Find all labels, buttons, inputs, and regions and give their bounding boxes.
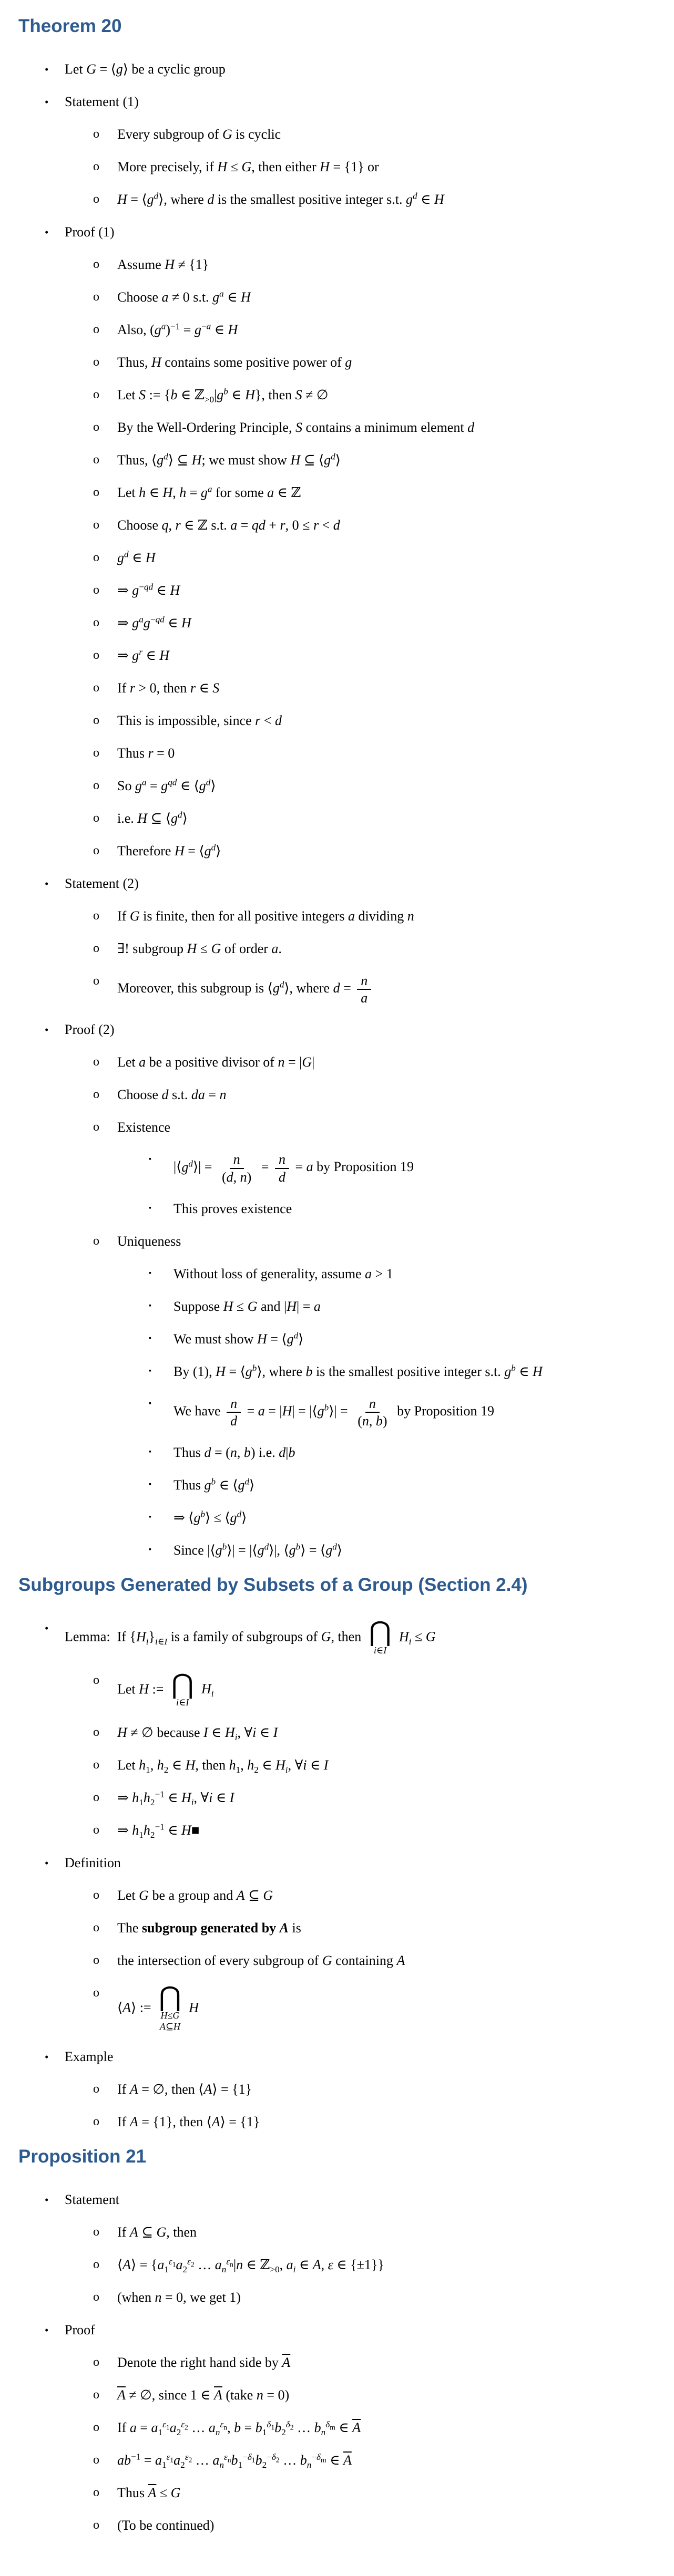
list-item (0, 875, 658, 892)
bullet-icon: o (93, 2453, 99, 2467)
list-item-text: Let S := {b ∈ $ℤ_{>0}|g^b$ ∈ H}, then S ≠ ∅ (117, 386, 329, 405)
bullet-icon: o (93, 2388, 99, 2402)
list-item-text: i.e. H ⊆ $⟨g^d⟩$ (117, 810, 188, 826)
bullet-icon: • (45, 1023, 49, 1037)
list-item-text: Let H := ⋂ i∈I $H_i$ (117, 1668, 214, 1708)
list-item-text: Proof (2) (65, 1022, 115, 1038)
list-item-text: Therefore $H = ⟨g^d⟩$ (117, 842, 221, 859)
list-item-text: ⇒ $h_1h_2^{-1}$ ∈ $H_i$, ∀i ∈ I (117, 1789, 234, 1808)
bullet-icon: o (93, 1725, 99, 1739)
list-item-text: ⟨A⟩ := ⋂ H≤G A⊆H H (117, 1981, 199, 2032)
list-item (0, 1855, 658, 1871)
list-item (0, 712, 658, 729)
list-item-text: Denote the right hand side by $\overline{A}$ (117, 2355, 291, 2371)
bullet-icon: o (93, 453, 99, 467)
list-item-text: If A = {1}, then ⟨A⟩ = {1} (117, 2114, 260, 2130)
list-item-text: ⇒ $g^ag^{-qd}$ ∈ H (117, 614, 191, 631)
bullet-icon: o (93, 713, 99, 728)
list-item (0, 810, 658, 827)
list-item-text: ∃! subgroup H ≤ G of order a. (117, 941, 282, 957)
list-item-text: ⇒ $g^r$ ∈ H (117, 647, 170, 664)
list-item-text: Also, $(g^a)^{-1} = g^{-a}$ ∈ H (117, 321, 238, 338)
list-item-text: Choose d s.t. da = n (117, 1087, 227, 1103)
list-item (0, 2224, 658, 2241)
list-item-text: ⟨A⟩ = {$a_1^{\varepsilon_1}a_2^{\varepsilon_2}$ … $a_n^{\varepsilon_n}|n$ ∈ ℤ$_{>0}$, $a_i$ ∈ A, ε ∈ {±1}} (117, 2256, 384, 2275)
list-item-text: By (1), $H = ⟨g^b⟩$, where b is the smallest positive integer s.t. $g^b$ ∈ H (173, 1363, 543, 1379)
list-item (0, 1054, 658, 1071)
bullet-icon: o (93, 1234, 99, 1248)
list-item-text: ⇒ $g^{-qd}$ ∈ H (117, 582, 180, 598)
list-item-text: Every subgroup of G is cyclic (117, 127, 281, 142)
list-item (0, 1444, 658, 1461)
list-item (0, 843, 658, 860)
bullet-icon: o (93, 2290, 99, 2304)
bullet-icon: ▪ (149, 1334, 151, 1342)
list-item (0, 2354, 658, 2371)
list-item (0, 680, 658, 697)
bullet-icon: o (93, 746, 99, 760)
list-item-text: By the Well-Ordering Principle, S contains a minimum element d (117, 420, 475, 436)
list-item (0, 1757, 658, 1774)
list-item (0, 1952, 658, 1969)
list-item-text: Let G be a group and A ⊆ G (117, 1888, 273, 1903)
list-item (0, 778, 658, 794)
bullet-icon: o (93, 2486, 99, 2500)
bullet-icon: o (93, 2355, 99, 2370)
list-item (0, 2387, 658, 2404)
list-item (0, 387, 658, 404)
list-item-text: ⇒ $⟨g^b⟩$ ≤ $⟨g^d⟩$ (173, 1509, 247, 1525)
list-item-text: Statement (65, 2192, 119, 2208)
list-item-text: We have $\frac{n}{d}$ = $a = |H| = |⟨g^b⟩|$ = $\frac{n}{(n, b)}$ by Proposition 19 (173, 1395, 494, 1429)
bullet-icon: o (93, 681, 99, 695)
list-item (0, 1920, 658, 1937)
list-item (0, 2485, 658, 2501)
list-item-text: Proof (1) (65, 224, 115, 240)
bullet-icon: ▪ (149, 1269, 151, 1277)
list-item-text: Thus $\overline{A} \le G$ (117, 2485, 181, 2501)
list-item-text: If $a = a_1^{\varepsilon_1}a_2^{\varepsilon_2}$ … $a_n^{\varepsilon_n}$, $b = b_1^{\delta_1}b_2^{\delta_2}$ … $b_n^{\delta_m}$ ∈ $\overline{A}$ (117, 2419, 361, 2438)
list-item (0, 973, 658, 1006)
bullet-icon: o (93, 1921, 99, 1934)
section-heading: Proposition 21 (18, 2146, 147, 2167)
bullet-icon: o (93, 2225, 99, 2239)
list-item (0, 2257, 658, 2273)
list-item-text: Choose a ≠ 0 s.t. $g^a$ ∈ H (117, 288, 251, 305)
list-item-text: Choose q, r ∈ ℤ s.t. a = qd + r, 0 ≤ r < d (117, 518, 340, 533)
list-item-text: The subgroup generated by A is (117, 1920, 301, 1936)
bullet-icon: ▪ (149, 1399, 151, 1408)
bullet-icon: o (93, 485, 99, 500)
list-item-text: Assume H ≠ {1} (117, 257, 209, 273)
list-item-text: If A = ∅, then ⟨A⟩ = {1} (117, 2082, 252, 2097)
list-item (0, 1266, 658, 1282)
list-item-text: $\overline{A}$ ≠ ∅, since 1 ∈ $\overline{A}$ (take n = 0) (117, 2387, 290, 2403)
bullet-icon: o (93, 355, 99, 369)
list-item (0, 1021, 658, 1038)
list-item-text: If A ⊆ G, then (117, 2225, 197, 2240)
section-heading: Subgroups Generated by Subsets of a Group (Section 2.4) (18, 1574, 528, 1595)
bullet-icon: o (93, 290, 99, 304)
list-item (0, 1477, 658, 1494)
list-item (0, 2049, 658, 2065)
bullet-icon: • (45, 1857, 49, 1869)
list-item (0, 1201, 658, 1217)
list-item (0, 550, 658, 566)
bullet-icon: o (93, 388, 99, 402)
bullet-icon: ▪ (149, 1447, 151, 1456)
list-item (0, 1616, 658, 1656)
list-item-text: (when n = 0, we get 1) (117, 2290, 241, 2305)
bullet-icon: • (45, 2051, 49, 2064)
list-item (0, 2452, 658, 2469)
list-item (0, 1363, 658, 1380)
list-item-text: Uniqueness (117, 1233, 181, 1249)
list-item-text: Let G = ⟨g⟩ be a cyclic group (65, 61, 226, 77)
list-item (0, 484, 658, 501)
list-item-text: Without loss of generality, assume a > 1 (173, 1266, 393, 1281)
list-item-text: Thus r = 0 (117, 746, 175, 761)
bullet-icon: o (93, 1120, 99, 1134)
list-item-text: So $g^a = g^{qd}$ ∈ $⟨g^d⟩$ (117, 777, 216, 794)
bullet-icon: • (45, 1622, 49, 1635)
bullet-icon: o (93, 2258, 99, 2272)
list-item-text: $|⟨g^d⟩|$ = $\frac{n}{(d, n)}$ = $\frac{n}{d}$ = a by Proposition 19 (173, 1152, 414, 1185)
list-item (0, 322, 658, 338)
bullet-icon: o (93, 1088, 99, 1102)
list-item (0, 1509, 658, 1526)
list-item (0, 61, 658, 78)
list-item (0, 94, 658, 110)
list-item-text: ⇒ $h_1h_2^{-1}$ ∈ H■ (117, 1822, 200, 1840)
bullet-icon: o (93, 518, 99, 532)
list-item (0, 1152, 658, 1184)
list-item (0, 745, 658, 762)
list-item-text: Thus, $⟨g^d⟩$ ⊆ H; we must show H ⊆ $⟨g^d⟩$ (117, 451, 341, 468)
list-item-text: Suppose H ≤ G and |H| = a (173, 1298, 321, 1314)
list-item (0, 1668, 658, 1709)
bullet-icon: o (93, 323, 99, 337)
bullet-icon: o (93, 127, 99, 141)
list-item (0, 1724, 658, 1741)
list-item (0, 1331, 658, 1348)
list-item (0, 940, 658, 957)
list-item-text: $H = ⟨g^d⟩$, where d is the smallest positive integer s.t. $g^d$ ∈ H (117, 191, 444, 208)
bullet-icon: ▪ (149, 1204, 151, 1212)
list-item-text: Since $|⟨g^b⟩|$ = $|⟨g^d⟩|$, $⟨g^b⟩$ = $⟨g^d⟩$ (173, 1542, 342, 1558)
list-item (0, 224, 658, 241)
list-item-text: If G is finite, then for all positive integers a dividing n (117, 908, 414, 924)
bullet-icon: ▪ (149, 1545, 151, 1554)
bullet-icon: o (93, 551, 99, 565)
list-item (0, 1396, 658, 1429)
list-item-text: Thus $g^b$ ∈ $⟨g^d⟩$ (173, 1476, 255, 1493)
bullet-icon: o (93, 1055, 99, 1069)
list-item (0, 1822, 658, 1839)
list-item-text: Statement (2) (65, 876, 139, 892)
list-item-text: Let h ∈ H, $h = g^a$ for some a ∈ ℤ (117, 484, 301, 501)
bullet-icon: o (93, 1823, 99, 1837)
list-item (0, 1087, 658, 1103)
list-item-text: Let $h_1$, $h_2$ ∈ H, then $h_1$, $h_2$ ∈ $H_i$, ∀i ∈ I (117, 1757, 329, 1775)
list-item (0, 517, 658, 534)
list-item (0, 289, 658, 306)
list-item (0, 354, 658, 371)
list-item (0, 1542, 658, 1559)
list-item-text: $g^d$ ∈ H (117, 549, 156, 566)
list-item-text: Lemma: If $\{H_i\}_{i\in I}$ is a family of subgroups of G, then ⋂ i∈I $H_i \le G$ (65, 1616, 436, 1656)
list-item-text: Statement (1) (65, 94, 139, 110)
list-item-text: H ≠ ∅ because I ∈ $H_i$, ∀i ∈ I (117, 1725, 278, 1743)
bullet-icon: • (45, 96, 49, 109)
bullet-icon: o (93, 257, 99, 272)
bullet-icon: o (93, 1673, 99, 1687)
list-item (0, 615, 658, 632)
bullet-icon: • (45, 226, 49, 239)
bullet-icon: o (93, 616, 99, 630)
bullet-icon: • (45, 877, 49, 891)
bullet-icon: o (93, 974, 99, 988)
list-item-text: We must show $H = ⟨g^d⟩$ (173, 1330, 304, 1347)
bullet-icon: o (93, 2420, 99, 2435)
bullet-icon: • (45, 2324, 49, 2337)
bullet-icon: o (93, 648, 99, 663)
bullet-icon: o (93, 779, 99, 793)
bullet-icon: o (93, 2115, 99, 2129)
list-item-text: (To be continued) (117, 2518, 215, 2533)
list-item (0, 1981, 658, 2033)
list-item (0, 1887, 658, 1904)
list-item (0, 2322, 658, 2339)
bullet-icon: • (45, 63, 49, 76)
bullet-icon: o (93, 2518, 99, 2532)
list-item-text: Thus, H contains some positive power of g (117, 355, 352, 370)
list-item (0, 126, 658, 143)
bullet-icon: o (93, 420, 99, 434)
bullet-icon: o (93, 1888, 99, 1902)
list-item (0, 191, 658, 208)
bullet-icon: o (93, 1986, 99, 2000)
bullet-icon: • (45, 2194, 49, 2207)
content (0, 16, 658, 2534)
list-item-text: If r > 0, then r ∈ S (117, 680, 220, 696)
bullet-icon: ▪ (149, 1301, 151, 1310)
list-item (0, 2517, 658, 2534)
list-item-text: Existence (117, 1120, 171, 1135)
list-item (0, 1789, 658, 1806)
list-item-text: Definition (65, 1855, 121, 1870)
list-item-text: This is impossible, since r < d (117, 713, 282, 729)
bullet-icon: o (93, 192, 99, 206)
list-item-text: Example (65, 2049, 114, 2065)
bullet-icon: ▪ (149, 1367, 151, 1375)
bullet-icon: o (93, 2082, 99, 2096)
list-item (0, 1119, 658, 1136)
bullet-icon: o (93, 1758, 99, 1772)
list-item-text: More precisely, if H ≤ G, then either H = {1} or (117, 159, 379, 175)
list-item-text: $ab^{-1} = a_1^{\varepsilon_1}a_2^{\varepsilon_2}$ … $a_n^{\varepsilon_n}b_1^{-\delta_1}b_2^{-\delta_2}$ … $b_n^{-\delta_m}$ ∈ $\overline{A}$ (117, 2451, 352, 2470)
bullet-icon: o (93, 942, 99, 956)
bullet-icon: o (93, 583, 99, 597)
bullet-icon: o (93, 909, 99, 923)
list-item-text: the intersection of every subgroup of G containing A (117, 1953, 405, 1968)
list-item (0, 452, 658, 469)
section-heading: Theorem 20 (18, 16, 122, 36)
bullet-icon: o (93, 1791, 99, 1804)
bullet-icon: o (93, 1953, 99, 1967)
list-item (0, 419, 658, 436)
list-item-text: Moreover, this subgroup is $⟨g^d⟩$, where d = $\frac{n}{a}$ (117, 973, 658, 1006)
bullet-icon: ▪ (149, 1155, 151, 1164)
list-item (0, 908, 658, 925)
bullet-icon: o (93, 811, 99, 825)
list-item (0, 2289, 658, 2306)
bullet-icon: ▪ (149, 1480, 151, 1488)
list-item (0, 2081, 658, 2098)
list-item-text: This proves existence (173, 1201, 292, 1216)
list-item (0, 2191, 658, 2208)
list-item-text: Proof (65, 2322, 95, 2338)
bullet-icon: ▪ (149, 1513, 151, 1521)
list-item (0, 647, 658, 664)
list-item-text: Let a be a positive divisor of n = |G| (117, 1054, 315, 1070)
list-item (0, 2114, 658, 2130)
list-item (0, 2419, 658, 2436)
list-item (0, 1298, 658, 1315)
list-item (0, 1233, 658, 1250)
list-item (0, 159, 658, 175)
bullet-icon: o (93, 160, 99, 174)
bullet-icon: o (93, 844, 99, 858)
list-item (0, 582, 658, 599)
list-item (0, 256, 658, 273)
list-item-text: Thus d = (n, b) i.e. d|b (173, 1444, 295, 1460)
